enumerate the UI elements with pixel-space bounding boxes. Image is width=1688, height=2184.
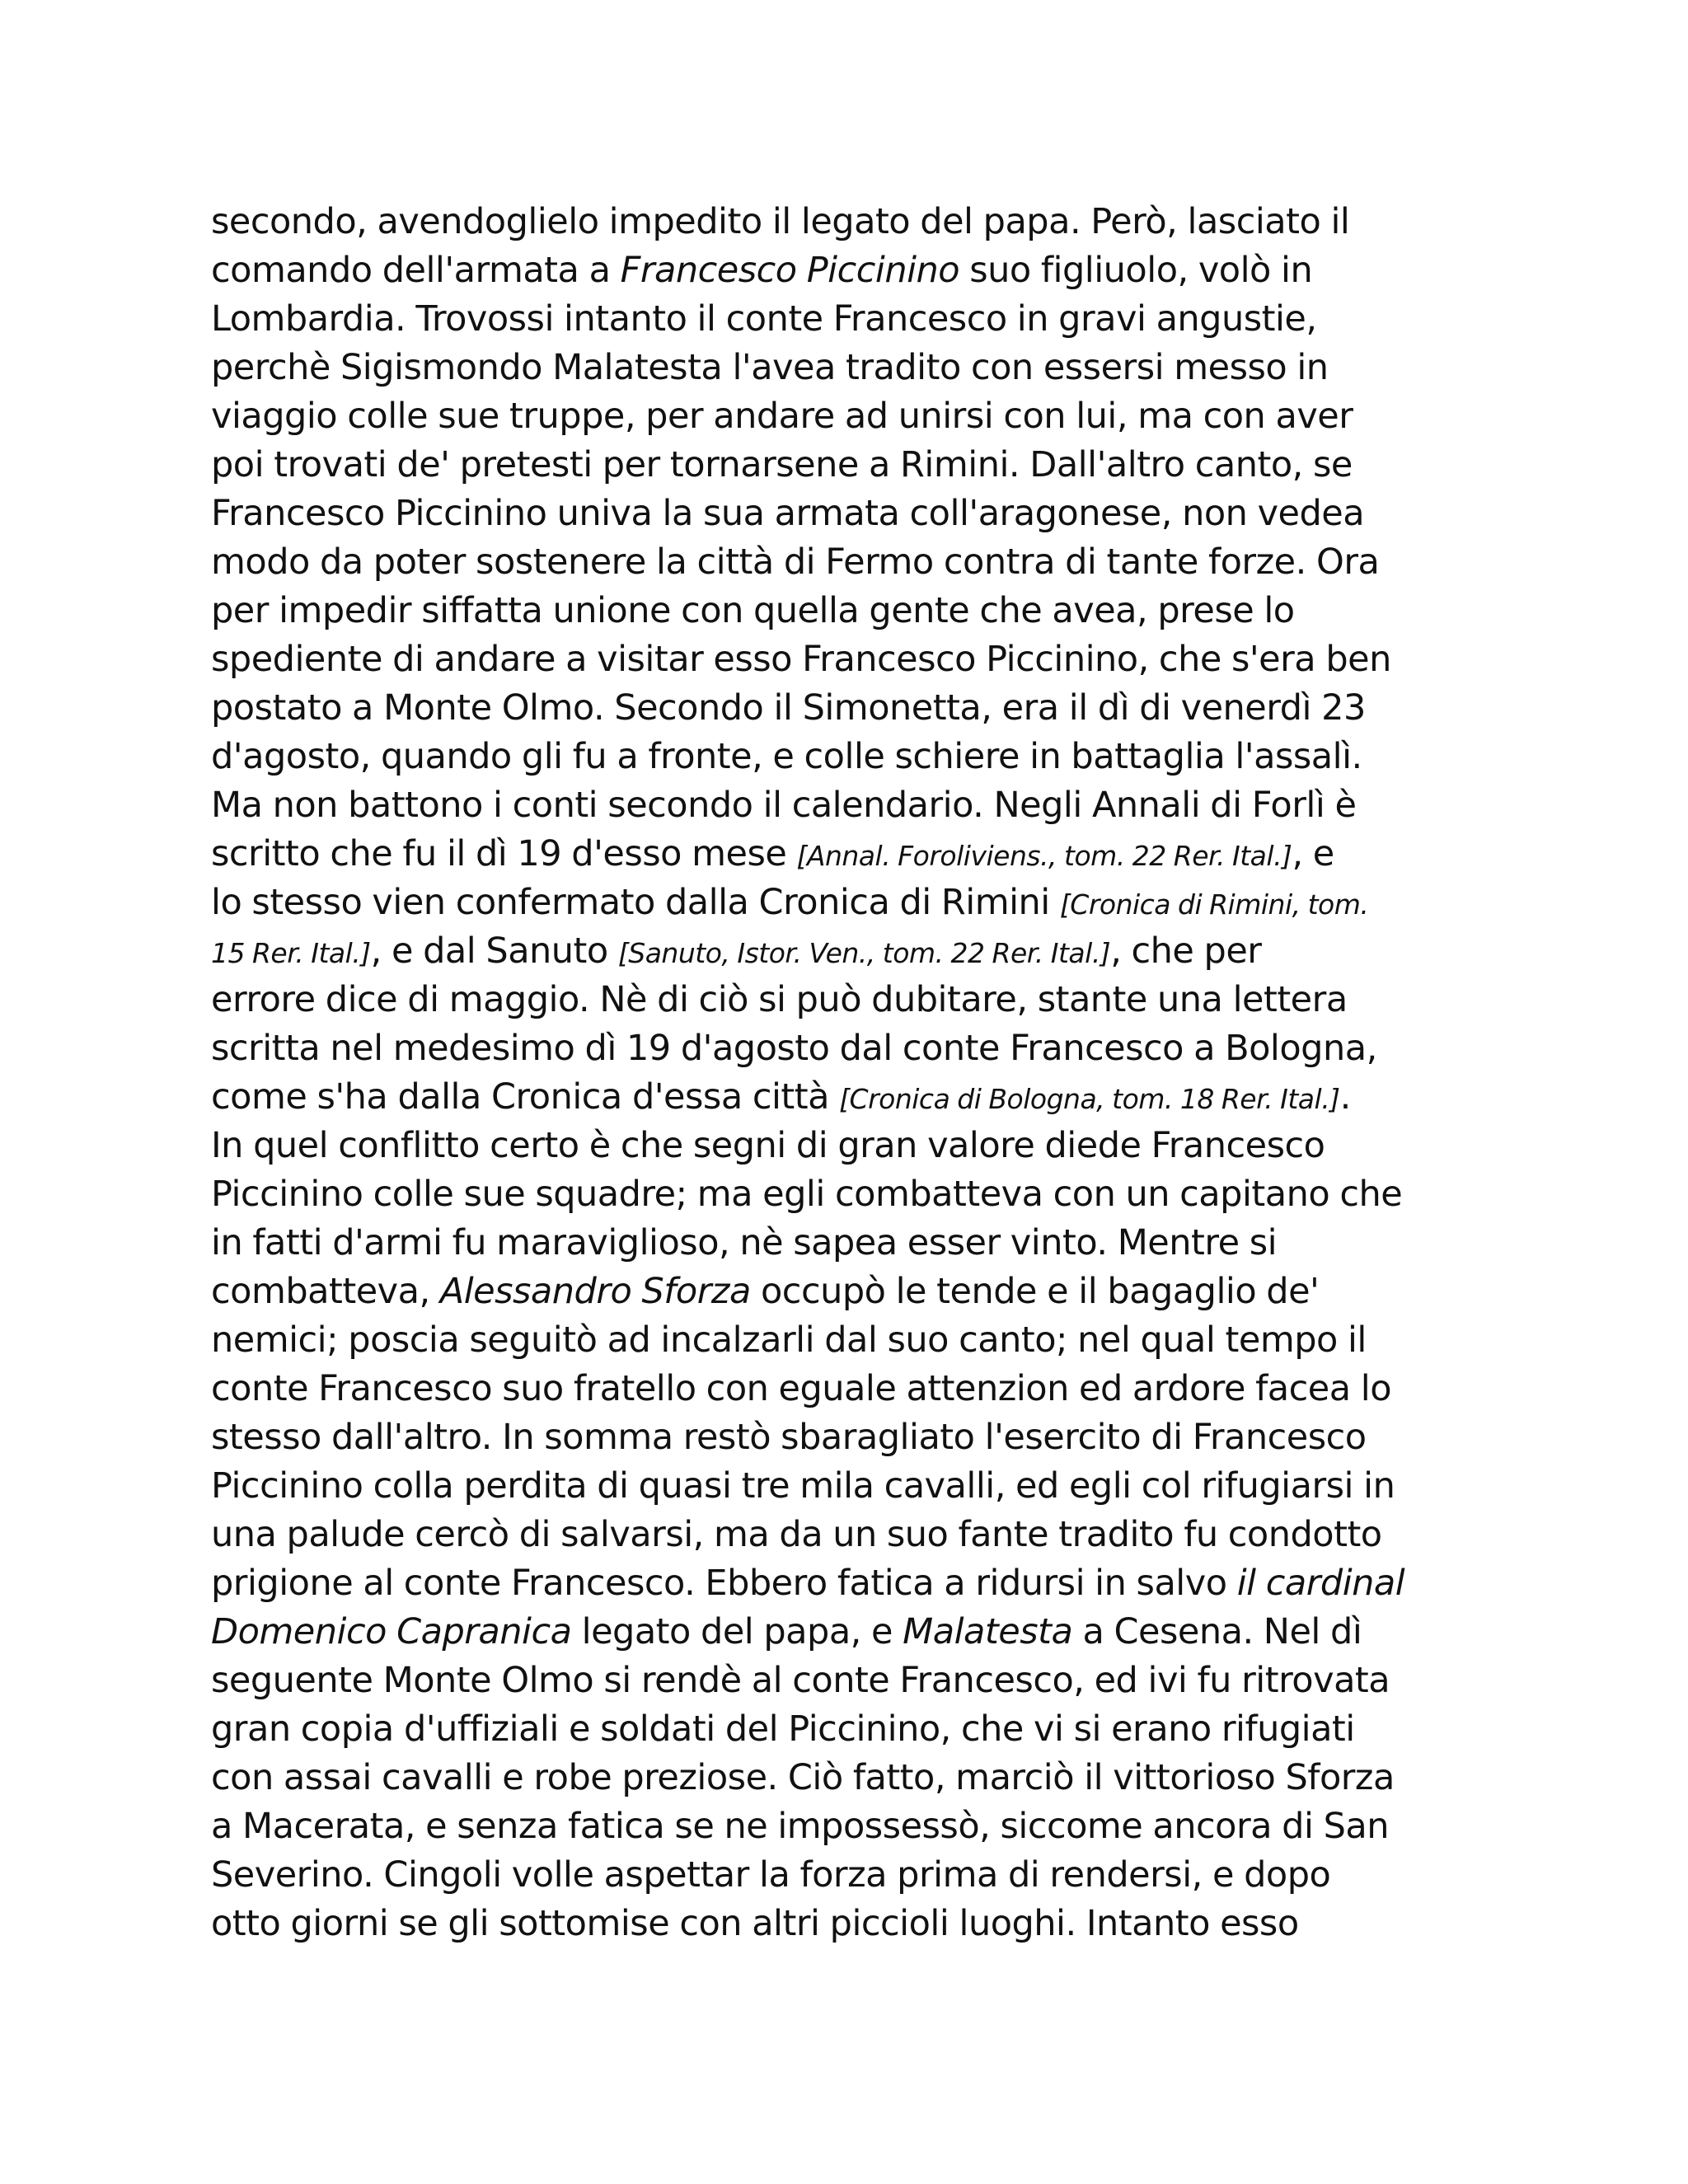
text-line [211, 1851, 1497, 1900]
text-line [211, 295, 1497, 344]
text-run: otto giorni se gli sottomise con altri piccioli luoghi. Intanto esso [211, 1903, 1299, 1944]
text-run: In quel conflitto certo è che segni di gran valore diede Francesco [211, 1125, 1325, 1166]
text-line [211, 246, 1497, 295]
citation-reference: [Cronica di Bologna, tom. 18 Rer. Ital.] [839, 1083, 1340, 1115]
text-run: , e dal Sanuto [370, 930, 618, 972]
text-line [211, 1511, 1497, 1559]
text-run: come s'ha dalla Cronica d'essa città [211, 1076, 840, 1118]
text-line [211, 830, 1497, 879]
text-line [211, 1170, 1497, 1219]
text-line [211, 1219, 1497, 1268]
text-line [211, 1559, 1497, 1608]
text-run: scritta nel medesimo dì 19 d'agosto dal conte Francesco a Bologna, [211, 1028, 1377, 1069]
text-line [211, 392, 1497, 441]
text-run: seguente Monte Olmo si rendè al conte Francesco, ed ivi fu ritrovata [211, 1660, 1390, 1701]
text-line [211, 879, 1497, 927]
text-run: lo stesso vien confermato dalla Cronica di Rimini [211, 882, 1060, 923]
text-line [211, 1122, 1497, 1170]
text-run: stesso dall'altro. In somma restò sbaragliato l'esercito di Francesco [211, 1417, 1367, 1458]
text-run: per impedir siffatta unione con quella gente che avea, prese lo [211, 590, 1295, 631]
text-run: nemici; poscia seguitò ad incalzarli dal suo canto; nel qual tempo il [211, 1319, 1367, 1361]
text-run: in fatti d'armi fu maraviglioso, nè sapea esser vinto. Mentre si [211, 1222, 1278, 1263]
text-run: una palude cercò di salvarsi, ma da un suo fante tradito fu condotto [211, 1514, 1382, 1555]
text-run: Ma non battono i conti secondo il calendario. Negli Annali di Forlì è [211, 785, 1357, 826]
text-line [211, 976, 1497, 1024]
text-run: d'agosto, quando gli fu a fronte, e colle schiere in battaglia l'assalì. [211, 736, 1362, 777]
text-line [211, 1754, 1497, 1802]
text-run: Severino. Cingoli volle aspettar la forza prima di rendersi, e dopo [211, 1854, 1331, 1896]
text-line [211, 1608, 1497, 1657]
citation-reference: [Sanuto, Istor. Ven., tom. 22 Rer. Ital.] [617, 937, 1111, 969]
text-run: viaggio colle sue truppe, per andare ad unirsi con lui, ma con aver [211, 396, 1353, 437]
text-run: errore dice di maggio. Nè di ciò si può dubitare, stante una lettera [211, 979, 1348, 1020]
italic-name: Malatesta [903, 1611, 1073, 1652]
text-run: Francesco Piccinino univa la sua armata coll'aragonese, non vedea [211, 493, 1365, 534]
text-line [211, 781, 1497, 830]
text-line [211, 684, 1497, 733]
text-run: modo da poter sostenere la città di Fermo contra di tante forze. Ora [211, 541, 1380, 583]
text-run: Piccinino colla perdita di quasi tre mila cavalli, ed egli col rifugiarsi in [211, 1465, 1395, 1507]
citation-reference: 15 Rer. Ital.] [211, 937, 371, 969]
text-line [211, 1316, 1497, 1365]
text-run: conte Francesco suo fratello con eguale attenzion ed ardore facea lo [211, 1368, 1392, 1409]
text-line [211, 1268, 1497, 1316]
text-run: spediente di andare a visitar esso Francesco Piccinino, che s'era ben [211, 639, 1391, 680]
text-run: a Cesena. Nel dì [1072, 1611, 1362, 1652]
text-line [211, 198, 1497, 246]
text-run: , e [1292, 833, 1334, 874]
text-run: secondo, avendoglielo impedito il legato del papa. Però, lasciato il [211, 201, 1350, 242]
text-line [211, 1900, 1497, 1948]
text-line [211, 635, 1497, 684]
citation-reference: [Cronica di Rimini, tom. [1059, 888, 1369, 921]
text-run: legato del papa, e [571, 1611, 903, 1652]
text-run: gran copia d'uffiziali e soldati del Piccinino, che vi si erano rifugiati [211, 1708, 1355, 1750]
text-run: a Macerata, e senza fatica se ne impossessò, siccome ancora di San [211, 1806, 1389, 1847]
text-run: , che per [1110, 930, 1262, 972]
text-line [211, 1462, 1497, 1511]
citation-reference: [Annal. Foroliviens., tom. 22 Rer. Ital.] [796, 840, 1292, 872]
text-run: Piccinino colle sue squadre; ma egli combatteva con un capitano che [211, 1174, 1403, 1215]
text-line [211, 587, 1497, 635]
text-line [211, 1365, 1497, 1413]
text-line [211, 1802, 1497, 1851]
text-line [211, 490, 1497, 538]
italic-name: il cardinal [1236, 1563, 1405, 1604]
text-line [211, 344, 1497, 392]
text-line [211, 927, 1497, 976]
text-run: Lombardia. Trovossi intanto il conte Francesco in gravi angustie, [211, 298, 1317, 340]
text-line [211, 1073, 1497, 1122]
text-run: occupò le tende e il bagaglio de' [750, 1271, 1320, 1312]
text-line [211, 538, 1497, 587]
text-line [211, 441, 1497, 490]
text-line [211, 1413, 1497, 1462]
text-run: postato a Monte Olmo. Secondo il Simonetta, era il dì di venerdì 23 [211, 687, 1366, 729]
text-line [211, 733, 1497, 781]
text-run: combatteva, [211, 1271, 440, 1312]
italic-name: Francesco Piccinino [620, 250, 960, 291]
text-run: scritto che fu il dì 19 d'esso mese [211, 833, 797, 874]
italic-name: Alessandro Sforza [439, 1271, 751, 1312]
italic-name: Domenico Capranica [211, 1611, 572, 1652]
text-run: prigione al conte Francesco. Ebbero fatica a ridursi in salvo [211, 1563, 1237, 1604]
body-text [211, 198, 1497, 1948]
text-run: poi trovati de' pretesti per tornarsene a Rimini. Dall'altro canto, se [211, 444, 1353, 485]
text-run: . [1339, 1076, 1351, 1118]
text-run: con assai cavalli e robe preziose. Ciò fatto, marciò il vittorioso Sforza [211, 1757, 1395, 1798]
text-run: perchè Sigismondo Malatesta l'avea tradito con essersi messo in [211, 347, 1329, 388]
text-line [211, 1705, 1497, 1754]
text-line [211, 1657, 1497, 1705]
text-run: suo figliuolo, volò in [959, 250, 1313, 291]
text-run: comando dell'armata a [211, 250, 621, 291]
text-line [211, 1024, 1497, 1073]
